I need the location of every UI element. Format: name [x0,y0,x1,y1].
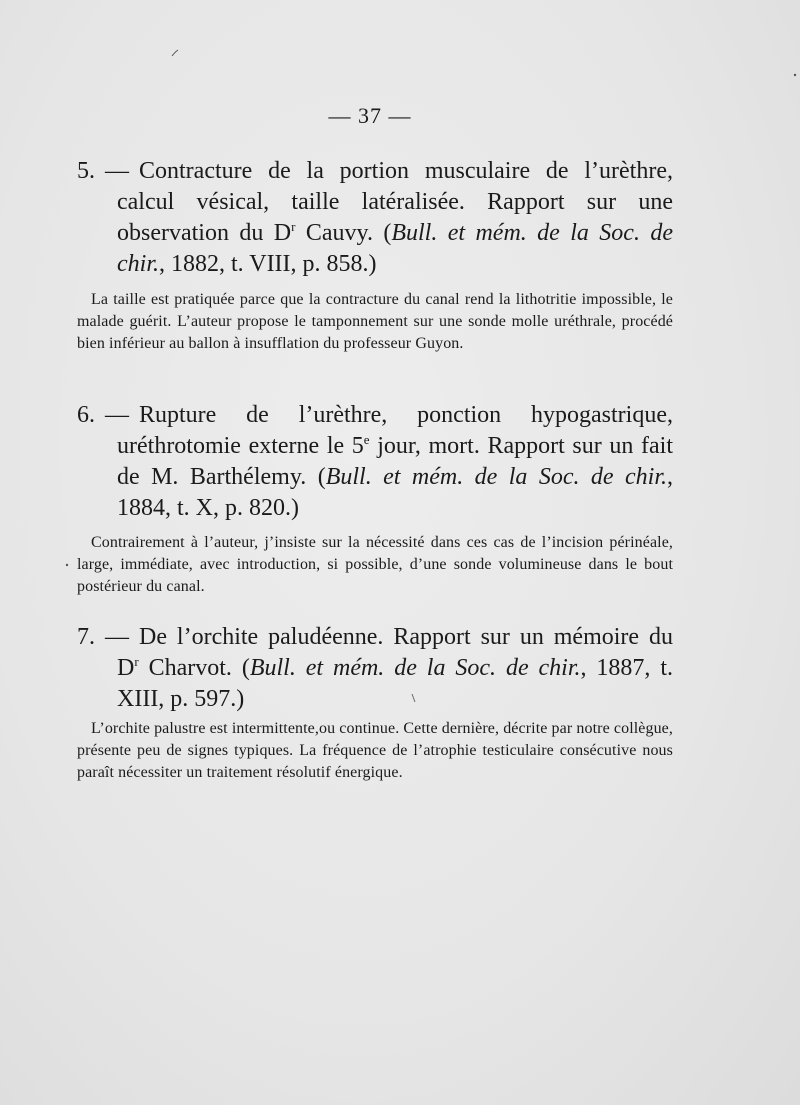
entry-citation: , 1882, t. VIII, p. 858.) [159,251,377,277]
entry-comment: La taille est pratiquée parce que la contracture du canal rend la lithotritie impossible, le malade guérit. L’auteur propose le tamponnement sur une sonde molle uréthrale, procédé bien inférieur au ballon à insufflation du professeur Guyon. [77,291,673,352]
entry-text: Charvot. ( [138,655,250,681]
page-number: — 37 — [328,103,412,128]
entry-text: Rupture de l’urèthre, ponction hypogastrique, uréthrotomie externe le 5 [117,402,673,459]
entry-text: jour, mort. Rapport sur un fait de M. Barthélemy. ( [117,433,673,490]
entry-number: 6. [77,402,95,428]
journal-reference: Bull. et mém. de la Soc. de chir. [117,220,673,277]
entry-number: 5. [77,158,95,184]
entry-superscript: r [134,654,139,669]
journal-reference: Bull. et mém. de la Soc. de chir. [325,464,668,490]
entry-comment: L’orchite palustre est intermittente,ou continue. Cette dernière, décrite par notre collègue, présente peu de signes typiques. La fréquence de l’atrophie testiculaire consécutive nous paraît nécessiter un traitement résolutif énergique. [77,720,673,781]
entry-title [77,622,673,715]
entry-superscript: e [363,432,370,447]
entry-citation: , 1884, t. X, p. 820.) [117,464,674,521]
entry-dash: — [105,158,129,184]
entry-number: 7. [77,624,95,650]
entry-title [77,400,673,524]
entry-text: Contracture de la portion musculaire de l’urèthre, calcul vésical, taille latéralisée. Rapport sur une observation du D [117,158,673,246]
entry-text: De l’orchite paludéenne. Rapport sur un mémoire du D [117,624,673,681]
journal-reference: Bull. et mém. de la Soc. de chir. [249,655,581,681]
bibliography-entry-6 [77,400,673,524]
entry-dash: — [105,402,129,428]
entry-dash: — [105,624,129,650]
entry-comment: Contrairement à l’auteur, j’insiste sur la nécessité dans ces cas de l’incision périnéale, large, immédiate, avec introduction, si possible, d’une sonde volumineuse dans le bout postérieur du canal. [77,534,673,595]
bibliography-entry-5 [77,156,673,280]
bibliography-entry-7 [77,622,673,715]
entry-citation: , 1887, t. XIII, p. 597.) [117,655,674,712]
entry-title [77,156,673,280]
entry-superscript: r [291,219,296,234]
entry-text: Cauvy. ( [295,220,392,246]
